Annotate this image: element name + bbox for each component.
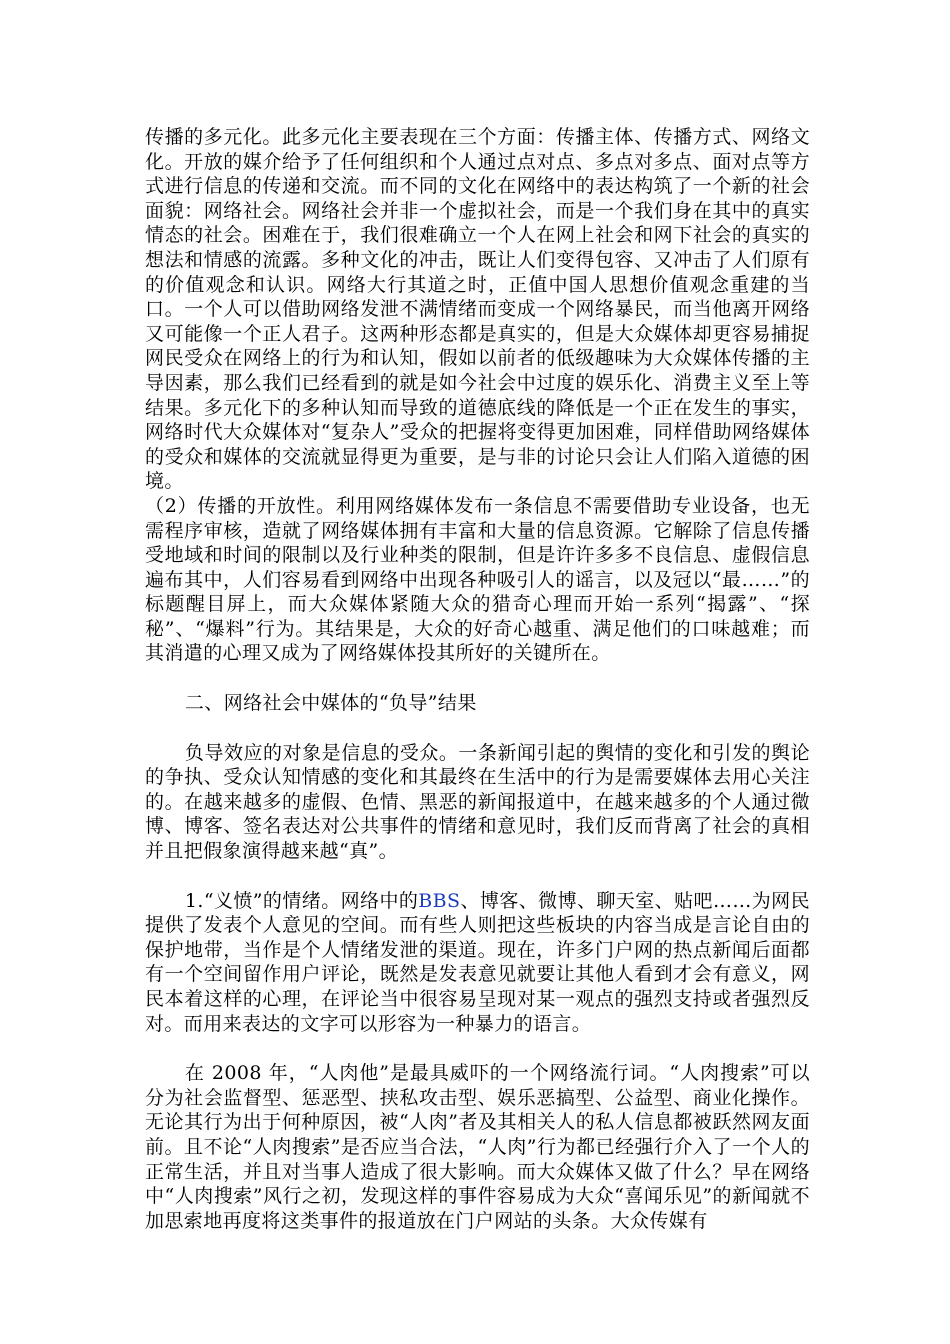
section-heading: 二、网络社会中媒体的“负导”结果 [184, 692, 477, 715]
item1-text-after-link: 、博客、微博、聊天室、贴吧……为网民提供了发表个人意见的空间。而有些人则把这些板块的内容当成是言论自由的保护地带，当作是个人情绪发泄的渠道。现在，许多门户网的热点新闻后面都有一个空间留作用户评论，既然是发表意见就要让其他人看到才会有意义，网民本着这样的心理，在评论当中很容易呈现对某一观点的强烈支持或者强烈反对。而用来表达的文字可以形容为一种暴力的语言。 [145, 889, 811, 1035]
item1-text-before-link: 1.“义愤”的情绪。网络中的 [184, 889, 419, 912]
paragraph-human-flesh-search: 在 2008 年，“人肉他”是最具威吓的一个网络流行词。“人肉搜索”可以分为社会监督型、惩恶型、挟私攻击型、娱乐恶搞型、公益型、商业化操作。无论其行为出于何种原因，被“人肉”者及其相关人的私人信息都被跃然网友面前。且不论“人肉搜索”是否应当合法，“人肉”行为都已经强行介入了一个人的正常生活，并且对当事人造成了很大影响。而大众媒体又做了什么？早在网络中“人肉搜索”风行之初，发现这样的事件容易成为大众“喜闻乐见”的新闻就不加思索地再度将这类事件的报道放在门户网站的头条。大众传媒有 [145, 1062, 810, 1232]
paragraph-negative-guidance: 负导效应的对象是信息的受众。一条新闻引起的舆情的变化和引发的舆论的争执、受众认知情感的变化和其最终在生活中的行为是需要媒体去用心关注的。在越来越多的虚假、色情、黑恶的新闻报道中，在越来越多的个人通过微博、博客、签名表达对公共事件的情绪和意见时，我们反而背离了社会的真相并且把假象演得越来越“真”。 [145, 741, 810, 863]
paragraph-indignation [145, 889, 810, 1037]
document-body [145, 125, 810, 1233]
paragraph-openness: （2）传播的开放性。利用网络媒体发布一条信息不需要借助专业设备，也无需程序审核，造就了网络媒体拥有丰富和大量的信息资源。它解除了信息传播受地域和时间的限制以及行业种类的限制，但是许许多多不良信息、虚假信息遍布其中，人们容易看到网络中出现各种吸引人的谣言，以及冠以“最……”的标题醒目屏上，而大众媒体紧随大众的猎奇心理而开始一系列“揭露”、“探秘”、“爆料”行为。其结果是，大众的好奇心越重、满足他们的口味越难；而其消遣的心理又成为了网络媒体投其所好的关键所在。 [145, 494, 810, 665]
paragraph-diversity: 传播的多元化。此多元化主要表现在三个方面：传播主体、传播方式、网络文化。开放的媒介给予了任何组织和个人通过点对点、多点对多点、面对点等方式进行信息的传递和交流。而不同的文化在网络中的表达构筑了一个新的社会面貌：网络社会。网络社会并非一个虚拟社会，而是一个我们身在其中的真实情态的社会。困难在于，我们很难确立一个人在网上社会和网下社会的真实的想法和情感的流露。多种文化的冲击，既让人们变得包容、又冲击了人们原有的价值观念和认识。网络大行其道之时，正值中国人思想价值观念重建的当口。一个人可以借助网络发泄不满情绪而变成一个网络暴民，而当他离开网络又可能像一个正人君子。这两种形态都是真实的，但是大众媒体却更容易捕捉网民受众在网络上的行为和认知，假如以前者的低级趣味为大众媒体传播的主导因素，那么我们已经看到的就是如今社会中过度的娱乐化、消费主义至上等结果。多元化下的多种认知而导致的道德底线的降低是一个正在发生的事实，网络时代大众媒体对“复杂人”受众的把握将变得更加困难，同样借助网络媒体的受众和媒体的交流就显得更为重要，是与非的讨论只会让人们陷入道德的困境。 [145, 126, 810, 493]
bbs-link[interactable]: BBS [418, 889, 461, 912]
